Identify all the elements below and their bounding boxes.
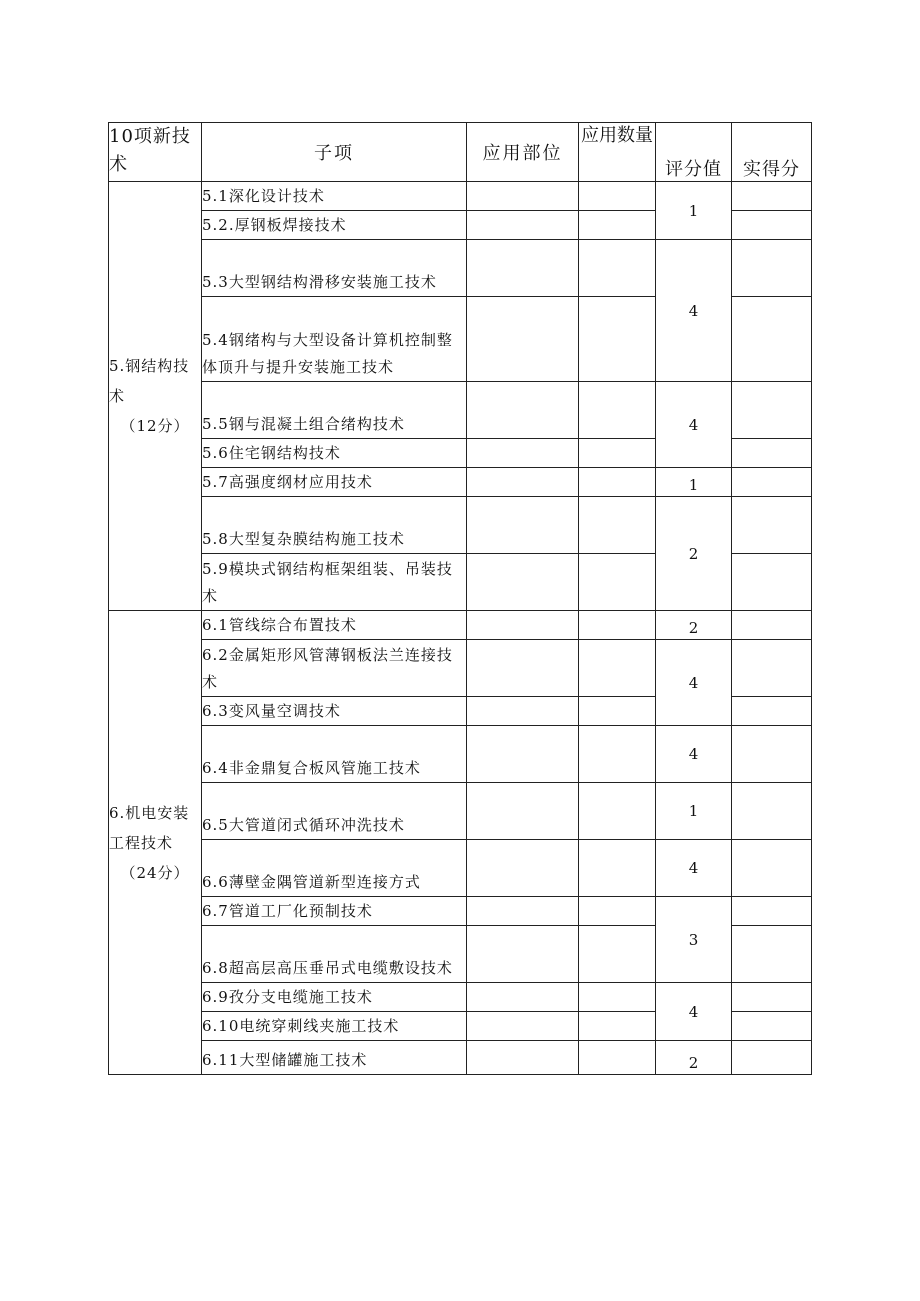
category-points: （12分） xyxy=(120,417,190,435)
quantity-cell[interactable] xyxy=(579,240,656,297)
location-cell[interactable] xyxy=(467,297,579,382)
table-row xyxy=(109,983,812,1012)
quantity-cell[interactable] xyxy=(579,297,656,382)
subitem-cell: 6.1管线综合布置技术 xyxy=(202,611,467,640)
actual-score-cell[interactable] xyxy=(732,382,812,439)
score-cell: 4 xyxy=(656,983,732,1041)
category-cell xyxy=(109,182,202,611)
quantity-cell[interactable] xyxy=(579,1012,656,1041)
score-cell: 4 xyxy=(656,840,732,897)
actual-score-cell[interactable] xyxy=(732,554,812,611)
category-points: （24分） xyxy=(120,863,190,882)
actual-score-cell[interactable] xyxy=(732,468,812,497)
header-quantity: 应用数量 xyxy=(579,123,656,182)
subitem-cell: 6.3变风量空调技术 xyxy=(202,697,467,726)
location-cell[interactable] xyxy=(467,1041,579,1075)
quantity-cell[interactable] xyxy=(579,382,656,439)
actual-score-cell[interactable] xyxy=(732,926,812,983)
score-cell: 2 xyxy=(656,1041,732,1075)
quantity-cell[interactable] xyxy=(579,554,656,611)
quantity-cell[interactable] xyxy=(579,926,656,983)
score-cell: 2 xyxy=(656,611,732,640)
actual-score-cell[interactable] xyxy=(732,983,812,1012)
subitem-cell: 5.6住宅钢结构技术 xyxy=(202,439,467,468)
actual-score-cell[interactable] xyxy=(732,1012,812,1041)
actual-score-cell[interactable] xyxy=(732,211,812,240)
actual-score-cell[interactable] xyxy=(732,640,812,697)
table-row xyxy=(109,497,812,554)
location-cell[interactable] xyxy=(467,611,579,640)
table-row xyxy=(109,382,812,439)
table-row xyxy=(109,240,812,297)
location-cell[interactable] xyxy=(467,926,579,983)
quantity-cell[interactable] xyxy=(579,497,656,554)
location-cell[interactable] xyxy=(467,840,579,897)
actual-score-cell[interactable] xyxy=(732,297,812,382)
location-cell[interactable] xyxy=(467,439,579,468)
subitem-cell: 6.5大管道闭式循环冲洗技术 xyxy=(202,783,467,840)
subitem-cell: 6.4非金鼎复合板风管施工技术 xyxy=(202,726,467,783)
category-cell xyxy=(109,611,202,1075)
location-cell[interactable] xyxy=(467,382,579,439)
actual-score-cell[interactable] xyxy=(732,783,812,840)
score-cell: 4 xyxy=(656,726,732,783)
table-row xyxy=(109,840,812,897)
score-cell: 4 xyxy=(656,240,732,382)
score-cell: 1 xyxy=(656,783,732,840)
subitem-cell: 6.9孜分支电缆施工技术 xyxy=(202,983,467,1012)
technology-score-table xyxy=(108,122,812,1075)
subitem-cell: 6.8超高层高压垂吊式电缆敷设技术 xyxy=(202,926,467,983)
actual-score-cell[interactable] xyxy=(732,182,812,211)
quantity-cell[interactable] xyxy=(579,468,656,497)
subitem-cell: 6.10电统穿刺线夹施工技术 xyxy=(202,1012,467,1041)
actual-score-cell[interactable] xyxy=(732,497,812,554)
score-cell: 4 xyxy=(656,640,732,726)
location-cell[interactable] xyxy=(467,697,579,726)
actual-score-cell[interactable] xyxy=(732,439,812,468)
subitem-cell: 5.1深化设计技术 xyxy=(202,182,467,211)
quantity-cell[interactable] xyxy=(579,640,656,697)
quantity-cell[interactable] xyxy=(579,211,656,240)
header-location: 应用部位 xyxy=(467,123,579,182)
location-cell[interactable] xyxy=(467,983,579,1012)
location-cell[interactable] xyxy=(467,640,579,697)
location-cell[interactable] xyxy=(467,897,579,926)
quantity-cell[interactable] xyxy=(579,840,656,897)
table-row xyxy=(109,783,812,840)
actual-score-cell[interactable] xyxy=(732,697,812,726)
header-subitem: 子项 xyxy=(202,123,467,182)
actual-score-cell[interactable] xyxy=(732,897,812,926)
location-cell[interactable] xyxy=(467,783,579,840)
quantity-cell[interactable] xyxy=(579,897,656,926)
location-cell[interactable] xyxy=(467,497,579,554)
actual-score-cell[interactable] xyxy=(732,611,812,640)
quantity-cell[interactable] xyxy=(579,697,656,726)
location-cell[interactable] xyxy=(467,726,579,783)
actual-score-cell[interactable] xyxy=(732,840,812,897)
location-cell[interactable] xyxy=(467,211,579,240)
location-cell[interactable] xyxy=(467,468,579,497)
quantity-cell[interactable] xyxy=(579,182,656,211)
score-cell: 1 xyxy=(656,182,732,240)
subitem-cell: 5.7高强度纲材应用技术 xyxy=(202,468,467,497)
location-cell[interactable] xyxy=(467,1012,579,1041)
quantity-cell[interactable] xyxy=(579,1041,656,1075)
location-cell[interactable] xyxy=(467,554,579,611)
subitem-cell: 5.8大型复杂膜结构施工技术 xyxy=(202,497,467,554)
quantity-cell[interactable] xyxy=(579,439,656,468)
actual-score-cell[interactable] xyxy=(732,240,812,297)
subitem-cell: 5.5钢与混凝土组合绪构技术 xyxy=(202,382,467,439)
header-score: 评分值 xyxy=(656,123,732,182)
subitem-cell: 6.11大型储罐施工技术 xyxy=(202,1041,467,1075)
subitem-cell: 5.4钢绪构与大型设备计算机控制整体顶升与提升安装施工技术 xyxy=(202,297,467,382)
actual-score-cell[interactable] xyxy=(732,726,812,783)
subitem-cell: 5.2.厚钢板焊接技术 xyxy=(202,211,467,240)
quantity-cell[interactable] xyxy=(579,783,656,840)
table-row xyxy=(109,468,812,497)
table-row xyxy=(109,897,812,926)
quantity-cell[interactable] xyxy=(579,983,656,1012)
score-cell: 2 xyxy=(656,497,732,611)
table-row xyxy=(109,611,812,640)
subitem-cell: 5.9模块式钢结构框架组装、吊装技术 xyxy=(202,554,467,611)
table-row xyxy=(109,640,812,697)
subitem-cell: 6.7管道工厂化预制技术 xyxy=(202,897,467,926)
header-actual: 实得分 xyxy=(732,123,812,182)
quantity-cell[interactable] xyxy=(579,726,656,783)
score-cell: 3 xyxy=(656,897,732,983)
score-cell: 1 xyxy=(656,468,732,497)
score-cell: 4 xyxy=(656,382,732,468)
header-row xyxy=(109,123,812,182)
location-cell[interactable] xyxy=(467,240,579,297)
subitem-cell: 6.6薄壁金隅管道新型连接方式 xyxy=(202,840,467,897)
table-row xyxy=(109,182,812,211)
table-row xyxy=(109,1041,812,1075)
location-cell[interactable] xyxy=(467,182,579,211)
quantity-cell[interactable] xyxy=(579,611,656,640)
header-category: 10项新技术 xyxy=(109,123,202,182)
category-name: 5.钢结构技术 xyxy=(109,357,190,405)
table-row xyxy=(109,726,812,783)
actual-score-cell[interactable] xyxy=(732,1041,812,1075)
subitem-cell: 6.2金属矩形风管薄钢板法兰连接技术 xyxy=(202,640,467,697)
subitem-cell: 5.3大型钢结构滑移安装施工技术 xyxy=(202,240,467,297)
category-name: 6.机电安装工程技术 xyxy=(109,803,190,852)
